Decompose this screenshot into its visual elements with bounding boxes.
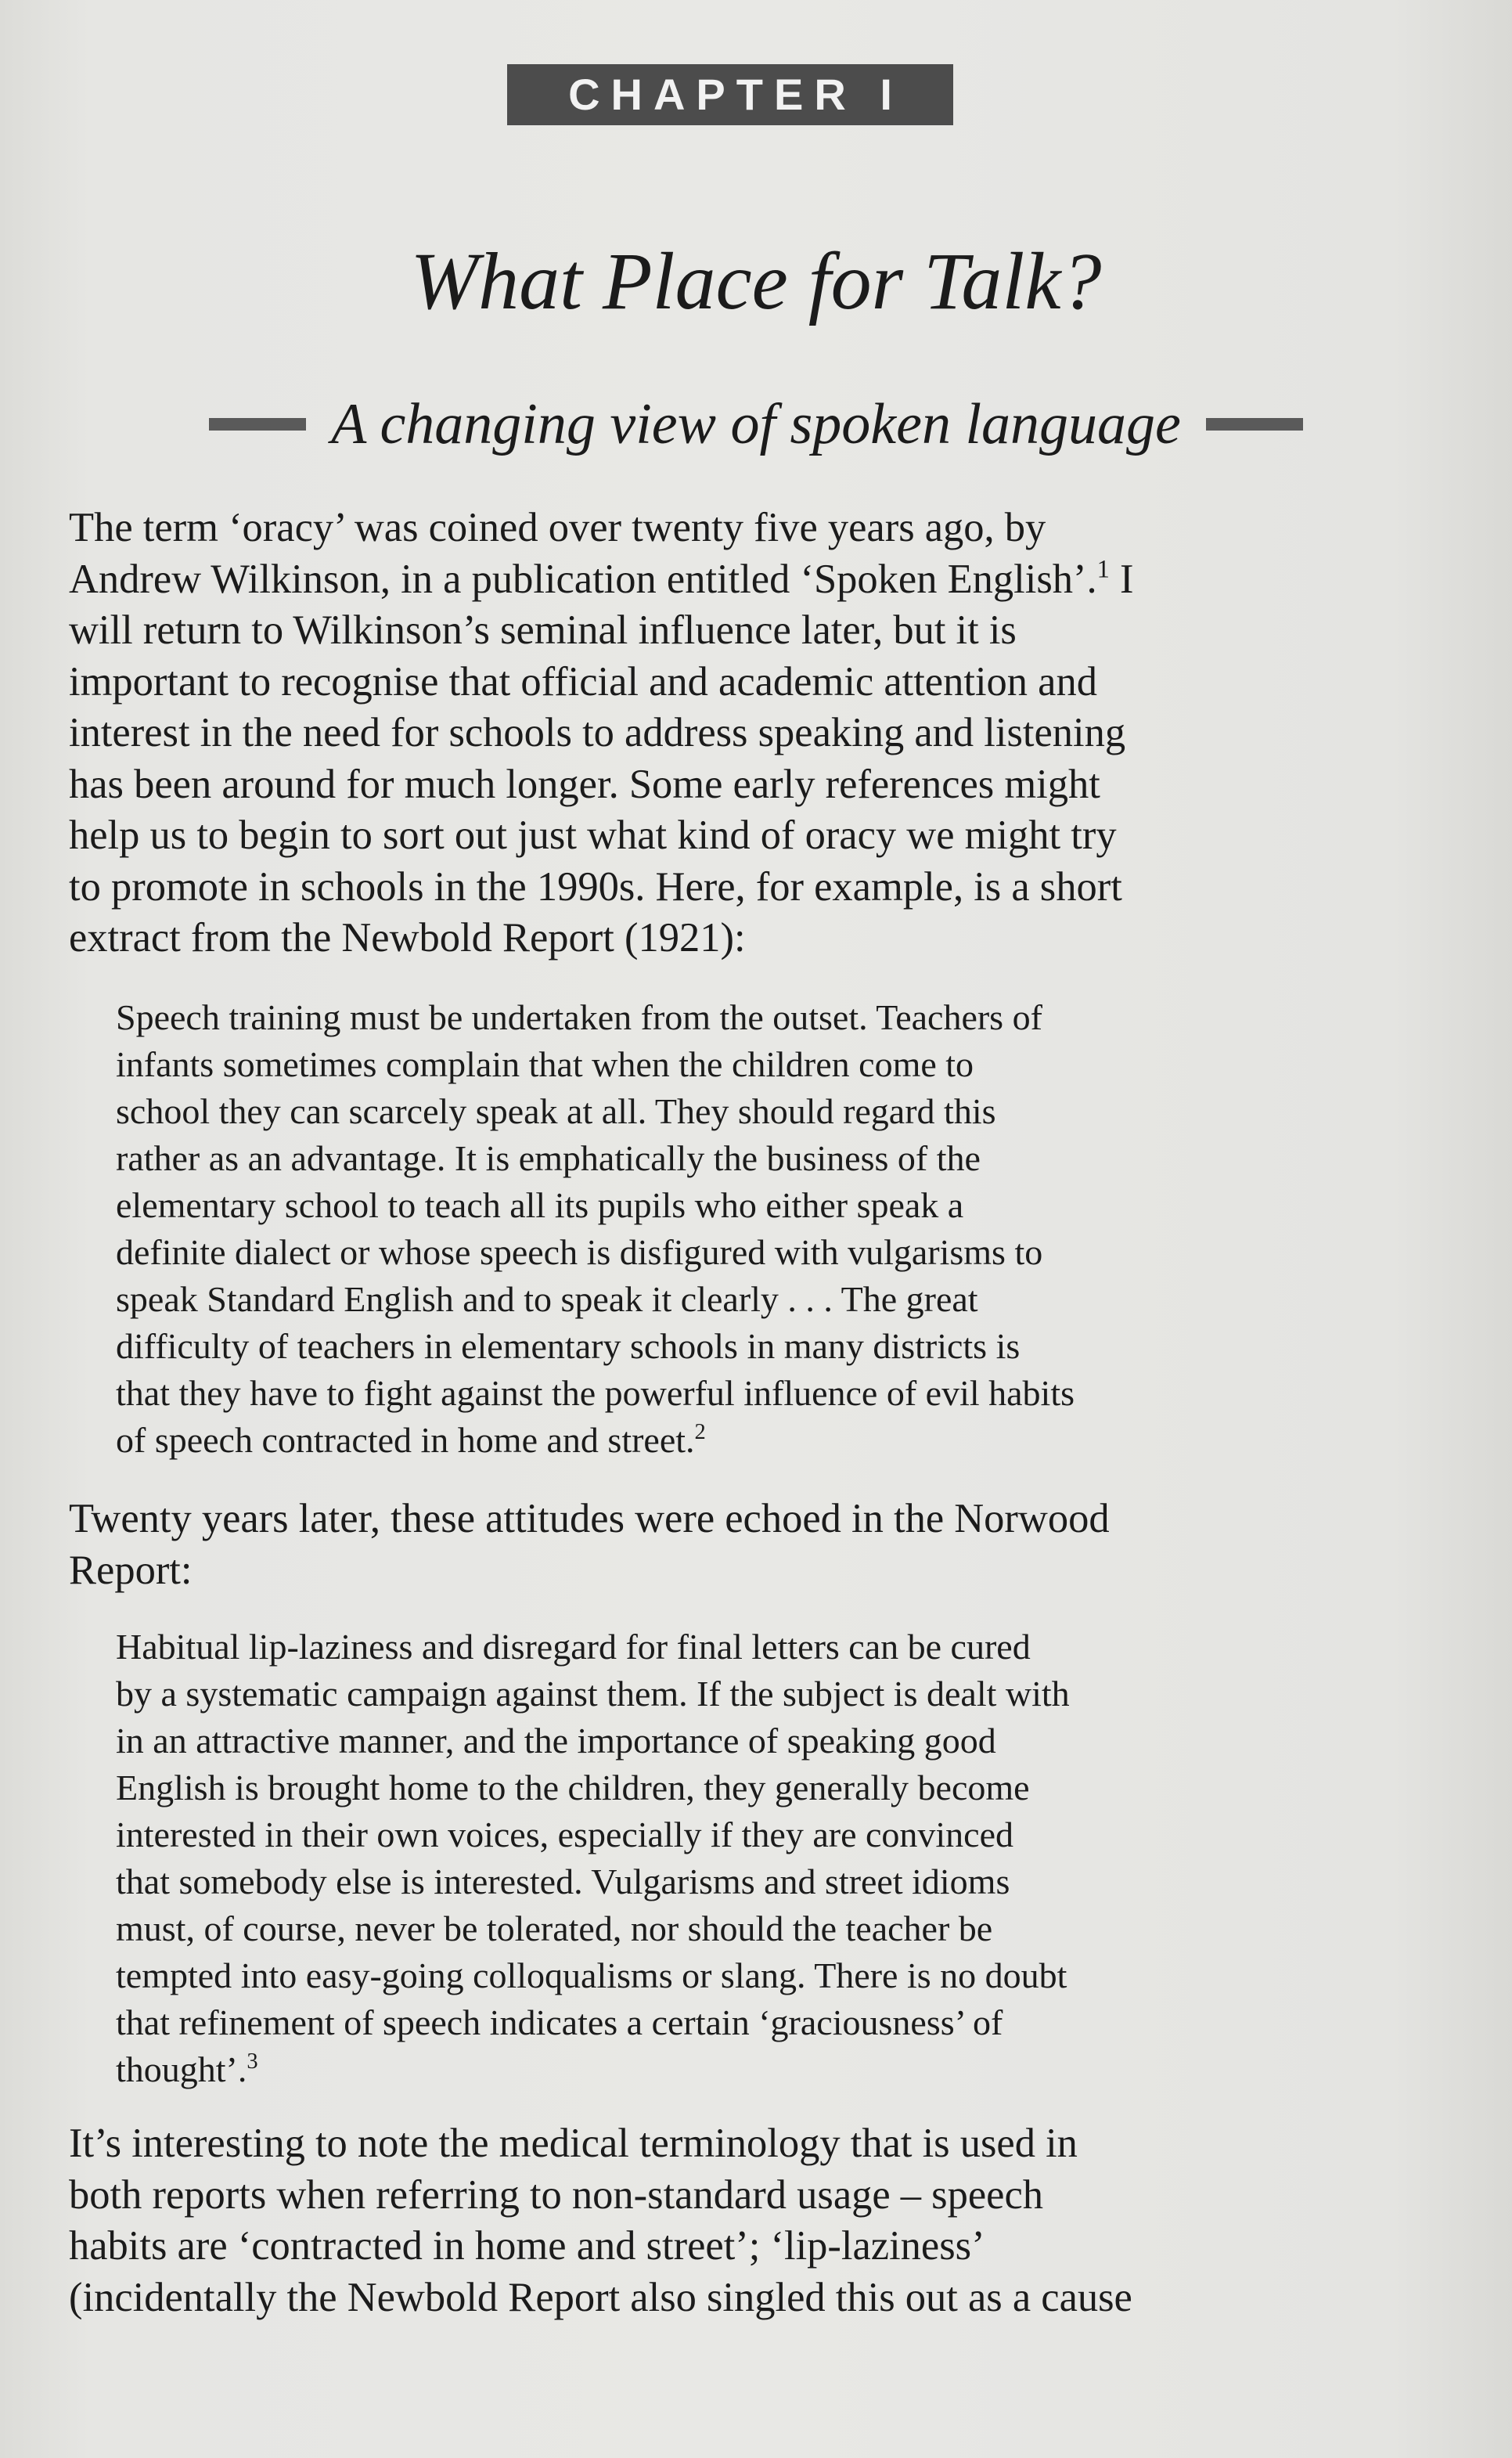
quote-line: that somebody else is interested. Vulgarisms and street idioms xyxy=(116,1862,1010,1901)
quote-line: infants sometimes complain that when the children come to xyxy=(116,1044,974,1084)
quote-norwood-report xyxy=(116,1624,1399,2093)
text-line: interest in the need for schools to address speaking and listening xyxy=(69,710,1126,755)
quote-line: English is brought home to the children, they generally become xyxy=(116,1768,1030,1807)
text-line: will return to Wilkinson’s seminal influence later, but it is xyxy=(69,607,1017,653)
text-line-tail: I xyxy=(1109,556,1134,602)
quote-line: speak Standard English and to speak it clearly . . . The great xyxy=(116,1279,978,1319)
quote-line-content: of speech contracted in home and street. xyxy=(116,1420,695,1460)
paragraph-intro xyxy=(69,503,1399,964)
chapter-label: CHAPTER I xyxy=(507,64,953,125)
quote-line: Habitual lip-laziness and disregard for final letters can be cured xyxy=(116,1627,1031,1667)
text-line: habits are ‘contracted in home and street’; ‘lip-laziness’ xyxy=(69,2223,985,2269)
quote-line: must, of course, never be tolerated, nor should the teacher be xyxy=(116,1908,993,1948)
quote-line: school they can scarcely speak at all. They should regard this xyxy=(116,1091,996,1131)
heading-rule-right xyxy=(1206,418,1303,431)
text-line-content: Andrew Wilkinson, in a publication entitled ‘Spoken English’. xyxy=(69,556,1097,602)
quote-line-content: thought’. xyxy=(116,2049,247,2089)
quote-line: difficulty of teachers in elementary schools in many districts is xyxy=(116,1326,1021,1366)
quote-newbold-report xyxy=(116,994,1399,1464)
quote-line xyxy=(116,2046,1399,2093)
text-line: both reports when referring to non-standard usage – speech xyxy=(69,2171,1044,2218)
quote-line: tempted into easy-going colloqualisms or slang. There is no doubt xyxy=(116,1955,1067,1995)
paragraph-norwood xyxy=(69,1494,1399,1596)
text-line: Twenty years later, these attitudes were echoed in the Norwood xyxy=(69,1496,1110,1541)
quote-line: elementary school to teach all its pupils who either speak a xyxy=(116,1185,964,1225)
footnote-ref: 2 xyxy=(694,1419,706,1444)
quote-line: definite dialect or whose speech is disfigured with vulgarisms to xyxy=(116,1232,1043,1272)
footnote-ref: 1 xyxy=(1096,554,1110,583)
paragraph-analysis xyxy=(69,2118,1399,2323)
text-line: help us to begin to sort out just what kind of oracy we might try xyxy=(69,813,1117,858)
heading-rule-left xyxy=(209,418,306,431)
quote-line: Speech training must be undertaken from the outset. Teachers of xyxy=(116,997,1042,1037)
quote-line: interested in their own voices, especially if they are convinced xyxy=(116,1815,1014,1854)
quote-line: in an attractive manner, and the importance of speaking good xyxy=(116,1721,996,1761)
text-line: It’s interesting to note the medical terminology that is used in xyxy=(69,2121,1078,2166)
quote-line: that refinement of speech indicates a certain ‘graciousness’ of xyxy=(116,2002,1003,2042)
text-line: The term ‘oracy’ was coined over twenty five years ago, by xyxy=(69,505,1046,550)
quote-line: that they have to fight against the powerful influence of evil habits xyxy=(116,1373,1075,1413)
footnote-ref: 3 xyxy=(247,2049,258,2074)
quote-line: rather as an advantage. It is emphatically the business of the xyxy=(116,1138,981,1178)
text-line: important to recognise that official and academic attention and xyxy=(69,658,1097,705)
chapter-title: What Place for Talk? xyxy=(410,236,1102,326)
quote-line: by a systematic campaign against them. If the subject is dealt with xyxy=(116,1674,1070,1714)
text-line: has been around for much longer. Some early references might xyxy=(69,761,1100,807)
quote-line xyxy=(116,1417,1399,1464)
text-line: (incidentally the Newbold Report also singled this out as a cause xyxy=(69,2274,1132,2320)
text-line xyxy=(69,554,1399,606)
text-line: to promote in schools in the 1990s. Here, for example, is a short xyxy=(69,863,1122,910)
section-heading xyxy=(0,385,1512,463)
text-line: Report: xyxy=(69,1547,193,1593)
section-subtitle: A changing view of spoken language xyxy=(331,392,1181,456)
text-line: extract from the Newbold Report (1921): xyxy=(69,915,746,960)
